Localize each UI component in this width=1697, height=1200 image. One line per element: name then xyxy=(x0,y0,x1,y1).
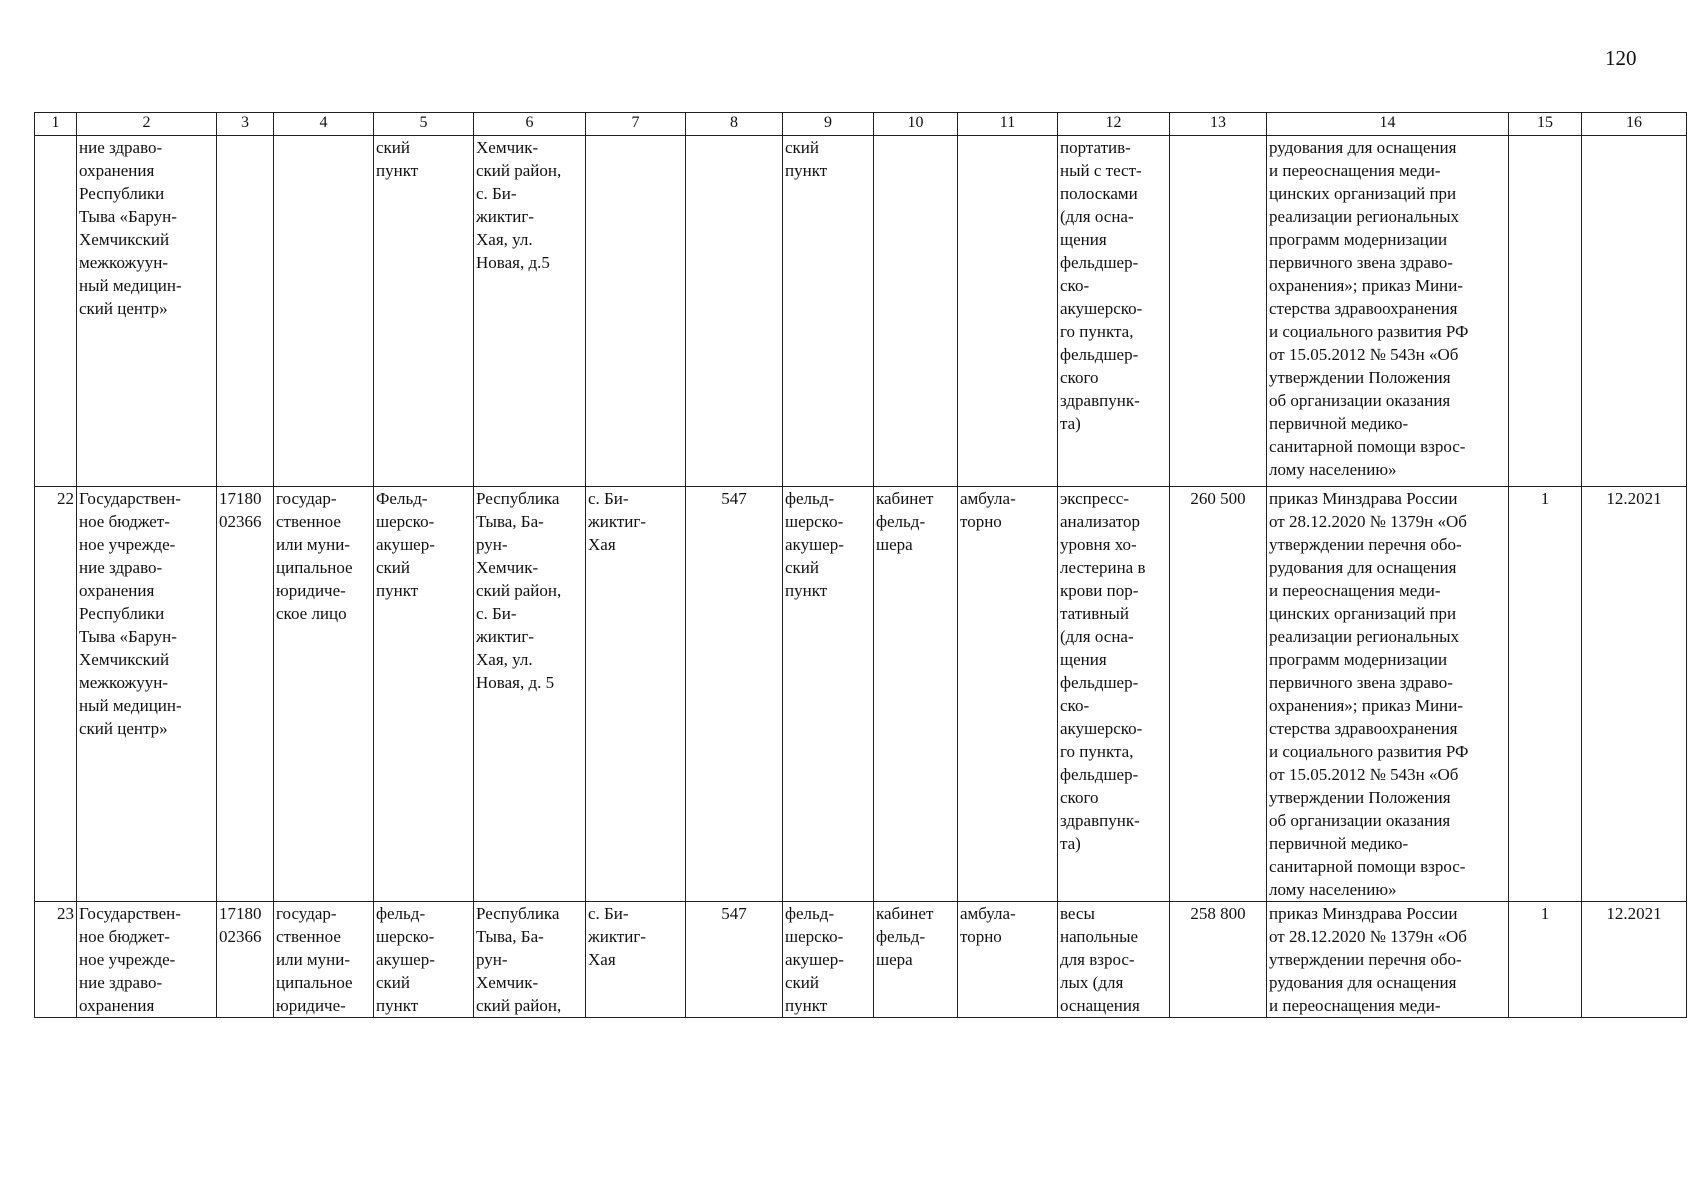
cell-care-conditions xyxy=(958,136,1058,487)
cell-settlement: с. Би- жиктиг- Хая xyxy=(586,902,686,1018)
cell-equipment: портатив- ный с тест- полосками (для осна- щения фельдшер- ско- акушерско- го пункта, фельдшер- ского здравпунк- та) xyxy=(1058,136,1170,487)
column-header: 6 xyxy=(474,113,586,136)
cell-care-conditions: амбула- торно xyxy=(958,487,1058,902)
cell-quantity xyxy=(1509,136,1582,487)
column-header: 1 xyxy=(35,113,77,136)
column-header: 14 xyxy=(1267,113,1509,136)
cell-settlement xyxy=(586,136,686,487)
column-header: 9 xyxy=(783,113,874,136)
cell-legal-basis: приказ Минздрава России от 28.12.2020 № 1379н «Об утверждении перечня обо- рудования для оснащения и переоснащения меди- xyxy=(1267,902,1509,1018)
cell-population: 547 xyxy=(686,902,783,1018)
column-header: 12 xyxy=(1058,113,1170,136)
cell-address: Хемчик- ский район, с. Би- жиктиг- Хая, ул. Новая, д.5 xyxy=(474,136,586,487)
column-header: 3 xyxy=(217,113,274,136)
cell-care-conditions: амбула- торно xyxy=(958,902,1058,1018)
cell-code: 17180 02366 xyxy=(217,487,274,902)
cell-legal-form: государ- ственное или муни- ципальное юридиче- xyxy=(274,902,374,1018)
column-header: 10 xyxy=(874,113,958,136)
page-number: 120 xyxy=(1605,46,1637,70)
cell-cost: 260 500 xyxy=(1170,487,1267,902)
cell-room xyxy=(874,136,958,487)
column-header: 5 xyxy=(374,113,474,136)
cell-code xyxy=(217,136,274,487)
cell-code: 17180 02366 xyxy=(217,902,274,1018)
cell-legal-form: государ- ственное или муни- ципальное юридиче- ское лицо xyxy=(274,487,374,902)
cell-quantity: 1 xyxy=(1509,487,1582,902)
column-header: 2 xyxy=(77,113,217,136)
cell-settlement: с. Би- жиктиг- Хая xyxy=(586,487,686,902)
cell-room: кабинет фельд- шера xyxy=(874,487,958,902)
cell-unit-type: ский пункт xyxy=(374,136,474,487)
cell-unit-type: Фельд- шерско- акушер- ский пункт xyxy=(374,487,474,902)
table-row xyxy=(35,136,1687,487)
cell-date: 12.2021 xyxy=(1582,487,1687,902)
cell-subdivision: ский пункт xyxy=(783,136,874,487)
column-number-row xyxy=(35,113,1687,136)
cell-organization: Государствен- ное бюджет- ное учрежде- ние здраво- охранения xyxy=(77,902,217,1018)
cell-unit-type: фельд- шерско- акушер- ский пункт xyxy=(374,902,474,1018)
column-header: 7 xyxy=(586,113,686,136)
cell-population xyxy=(686,136,783,487)
cell-subdivision: фельд- шерско- акушер- ский пункт xyxy=(783,902,874,1018)
cell-subdivision: фельд- шерско- акушер- ский пункт xyxy=(783,487,874,902)
cell-legal-basis: приказ Минздрава России от 28.12.2020 № 1379н «Об утверждении перечня обо- рудования для оснащения и переоснащения меди- цинских организаций при реализации региональных программ модернизации первичного звена здраво- охранения»; приказ Мини- стерства здравоохранения и социального развития РФ от 15.05.2012 № 543н «Об утверждении Положения об организации оказания первичной медико- санитарной помощи взрос- лому населению» xyxy=(1267,487,1509,902)
cell-organization: Государствен- ное бюджет- ное учрежде- ние здраво- охранения Республики Тыва «Барун- Хемчикский межкожуун- ный медицин- ский центр» xyxy=(77,487,217,902)
column-header: 8 xyxy=(686,113,783,136)
cell-quantity: 1 xyxy=(1509,902,1582,1018)
equipment-table xyxy=(34,112,1687,1018)
cell-equipment: экспресс- анализатор уровня хо- лестерина в крови пор- тативный (для осна- щения фельдшер- ско- акушерско- го пункта, фельдшер- ского здравпунк- та) xyxy=(1058,487,1170,902)
cell-address: Республика Тыва, Ба- рун- Хемчик- ский район, xyxy=(474,902,586,1018)
cell-date: 12.2021 xyxy=(1582,902,1687,1018)
cell-address: Республика Тыва, Ба- рун- Хемчик- ский район, с. Би- жиктиг- Хая, ул. Новая, д. 5 xyxy=(474,487,586,902)
cell-number: 23 xyxy=(35,902,77,1018)
table-row xyxy=(35,487,1687,902)
cell-legal-form xyxy=(274,136,374,487)
table-row xyxy=(35,902,1687,1018)
cell-legal-basis: рудования для оснащения и переоснащения меди- цинских организаций при реализации региональных программ модернизации первичного звена здраво- охранения»; приказ Мини- стерства здравоохранения и социального развития РФ от 15.05.2012 № 543н «Об утверждении Положения об организации оказания первичной медико- санитарной помощи взрос- лому населению» xyxy=(1267,136,1509,487)
column-header: 16 xyxy=(1582,113,1687,136)
cell-number xyxy=(35,136,77,487)
cell-cost xyxy=(1170,136,1267,487)
cell-date xyxy=(1582,136,1687,487)
cell-room: кабинет фельд- шера xyxy=(874,902,958,1018)
cell-population: 547 xyxy=(686,487,783,902)
cell-organization: ние здраво- охранения Республики Тыва «Барун- Хемчикский межкожуун- ный медицин- ский центр» xyxy=(77,136,217,487)
cell-number: 22 xyxy=(35,487,77,902)
column-header: 4 xyxy=(274,113,374,136)
column-header: 11 xyxy=(958,113,1058,136)
column-header: 13 xyxy=(1170,113,1267,136)
cell-cost: 258 800 xyxy=(1170,902,1267,1018)
cell-equipment: весы напольные для взрос- лых (для оснащения xyxy=(1058,902,1170,1018)
column-header: 15 xyxy=(1509,113,1582,136)
